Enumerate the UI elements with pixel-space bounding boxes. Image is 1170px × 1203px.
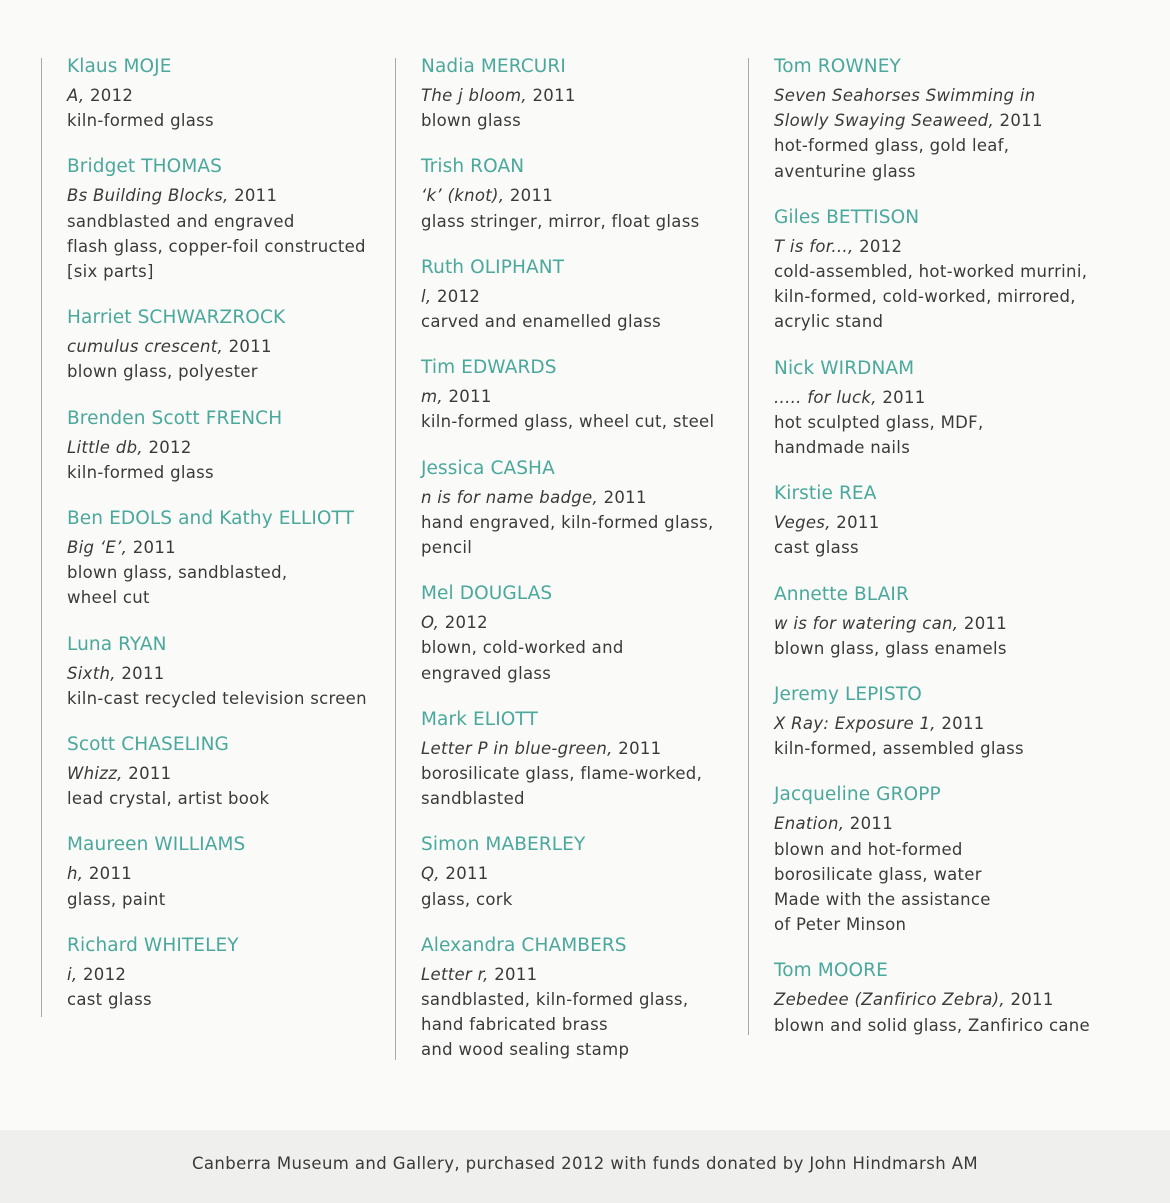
artist-name: Jessica CASHA <box>421 457 555 479</box>
artwork-title-line <box>774 234 1114 259</box>
artist-entry <box>67 54 387 133</box>
artist-entry <box>421 154 741 233</box>
artwork-year: 2011 <box>448 387 492 407</box>
artist-name: Tom MOORE <box>774 960 888 982</box>
artist-entry <box>67 632 387 711</box>
artwork-medium: kiln-formed, assembled glass <box>774 739 1024 759</box>
artwork-title: Big ‘E’, <box>67 538 128 558</box>
artist-name: Alexandra CHAMBERS <box>421 934 627 956</box>
artwork-title: T is for..., <box>774 236 854 256</box>
artwork-title: Zebedee (Zanfirico Zebra), <box>774 990 1005 1010</box>
artwork-title-line <box>774 711 1114 736</box>
artwork-medium: Made with the assistance <box>774 890 991 910</box>
artwork-medium: sandblasted, kiln-formed glass, <box>421 990 689 1010</box>
artwork-title: ..... for luck, <box>774 387 877 407</box>
artwork-medium: kiln-formed glass <box>67 111 214 131</box>
artwork-medium: blown and solid glass, Zanfirico cane <box>774 1015 1091 1035</box>
artwork-medium: [six parts] <box>67 262 154 282</box>
artist-name: Giles BETTISON <box>774 206 920 228</box>
artist-entry <box>421 933 741 1063</box>
artwork-title: Letter P in blue-green, <box>421 738 613 758</box>
artwork-medium: aventurine glass <box>774 161 916 181</box>
artist-name: Trish ROAN <box>421 156 525 178</box>
artist-entry <box>774 54 1114 184</box>
artwork-medium: engraved glass <box>421 663 552 683</box>
artwork-title: Seven Seahorses Swimming in Slowly Swaying Seaweed, <box>774 86 1036 131</box>
artwork-year: 2011 <box>228 337 272 357</box>
artwork-medium: hot sculpted glass, MDF, <box>774 412 984 432</box>
artwork-title-line <box>67 535 387 560</box>
artist-entry <box>67 732 387 811</box>
artwork-year: 2012 <box>859 236 903 256</box>
artwork-title: i, <box>67 964 78 984</box>
artwork-year: 2011 <box>603 487 647 507</box>
artwork-title: Sixth, <box>67 663 116 683</box>
artist-entry <box>774 582 1114 661</box>
artwork-year: 2011 <box>128 764 172 784</box>
artwork-year: 2011 <box>132 538 176 558</box>
artist-entry <box>774 682 1114 761</box>
artist-name: Simon MABERLEY <box>421 834 586 856</box>
artwork-title-line <box>774 611 1114 636</box>
artist-entry <box>67 933 387 1012</box>
artist-column-1 <box>41 58 387 1017</box>
artist-name: Ben EDOLS and Kathy ELLIOTT <box>67 508 355 530</box>
artwork-medium: blown, cold-worked and <box>421 638 624 658</box>
artwork-title-line <box>421 736 741 761</box>
artwork-medium: borosilicate glass, water <box>774 864 982 884</box>
artwork-title-line <box>421 384 741 409</box>
artist-entry <box>421 255 741 334</box>
artist-name: Bridget THOMAS <box>67 156 222 178</box>
artist-entry <box>67 832 387 911</box>
artwork-year: 2011 <box>234 186 278 206</box>
artist-name: Maureen WILLIAMS <box>67 834 246 856</box>
artist-name: Richard WHITELEY <box>67 934 239 956</box>
artwork-year: 2012 <box>436 286 481 306</box>
artwork-title-line <box>421 183 741 208</box>
artwork-medium: blown and hot-formed <box>774 839 963 859</box>
artwork-medium: lead crystal, artist book <box>67 789 270 809</box>
artwork-medium: wheel cut <box>67 588 150 608</box>
artwork-title-line <box>67 661 387 686</box>
artist-name: Nadia MERCURI <box>421 56 566 77</box>
artwork-title-line <box>774 987 1114 1012</box>
artist-entry <box>421 355 741 434</box>
artwork-year: 2011 <box>849 814 893 834</box>
artwork-title-line <box>421 485 741 510</box>
artwork-title: Bs Building Blocks, <box>67 186 229 206</box>
artwork-title-line <box>67 962 387 987</box>
artwork-medium: cast glass <box>774 538 859 558</box>
artwork-medium: glass, paint <box>67 889 166 909</box>
artwork-title-line <box>67 435 387 460</box>
artist-entry <box>774 205 1114 335</box>
artwork-title-line <box>67 83 387 108</box>
artwork-title-line <box>67 761 387 786</box>
artwork-title-line <box>774 510 1114 535</box>
artwork-title: X Ray: Exposure 1, <box>774 714 936 734</box>
artwork-title-line <box>421 284 741 309</box>
artwork-year: 2012 <box>148 437 192 457</box>
artwork-medium: glass, cork <box>421 889 513 909</box>
artwork-medium: of Peter Minson <box>774 915 907 935</box>
artist-name: Tim EDWARDS <box>421 357 557 379</box>
artist-entry <box>67 506 387 611</box>
artist-entry <box>421 707 741 812</box>
footer-band <box>0 1130 1170 1203</box>
artwork-year: 2011 <box>963 613 1008 633</box>
artwork-year: 2012 <box>444 613 488 633</box>
artwork-medium: cast glass <box>67 990 152 1010</box>
artwork-year: 2012 <box>90 86 134 105</box>
artwork-title: n is for name badge, <box>421 487 599 507</box>
artwork-medium: hand engraved, kiln-formed glass, <box>421 512 714 532</box>
artist-entry <box>421 456 741 561</box>
artwork-year: 2011 <box>836 513 880 533</box>
artist-entry <box>421 581 741 686</box>
artwork-title: Letter r, <box>421 964 489 984</box>
artwork-title-line <box>421 610 741 635</box>
artist-column-3 <box>748 58 1114 1035</box>
footer-credit: Canberra Museum and Gallery, purchased 2012 with funds donated by John Hindmarsh AM <box>191 1154 979 1173</box>
artwork-title-line <box>421 861 741 886</box>
artwork-medium: handmade nails <box>774 438 911 458</box>
artwork-year: 2011 <box>509 186 554 206</box>
artwork-year: 2011 <box>1010 990 1054 1010</box>
artwork-title: Little db, <box>67 437 143 457</box>
artwork-title: A, <box>67 86 85 105</box>
artwork-year: 2011 <box>532 86 576 105</box>
artwork-title: h, <box>67 864 84 884</box>
artwork-title: O, <box>421 613 440 633</box>
artwork-medium: kiln-formed glass, wheel cut, steel <box>421 412 715 432</box>
artwork-medium: glass stringer, mirror, float glass <box>421 211 700 231</box>
artist-entry <box>774 958 1114 1037</box>
artwork-title-line <box>67 183 387 208</box>
artwork-title: Veges, <box>774 513 831 533</box>
artwork-title: ‘k’ (knot), <box>421 186 505 206</box>
artist-name: Nick WIRDNAM <box>774 357 915 379</box>
artwork-medium: pencil <box>421 538 473 558</box>
artist-name: Tom ROWNEY <box>774 56 901 77</box>
artwork-title: w is for watering can, <box>774 613 959 633</box>
artist-name: Klaus MOJE <box>67 56 172 77</box>
artwork-medium: borosilicate glass, flame-worked, <box>421 764 703 784</box>
artwork-year: 2011 <box>445 864 489 884</box>
artwork-medium: blown glass, sandblasted, <box>67 563 288 583</box>
artist-name: Harriet SCHWARZROCK <box>67 307 286 329</box>
artwork-title: Q, <box>421 864 440 884</box>
artwork-medium: kiln-cast recycled television screen <box>67 688 367 708</box>
artist-name: Jacqueline GROPP <box>774 784 941 806</box>
artist-column-2 <box>395 58 741 1060</box>
artwork-medium: sandblasted <box>421 789 525 809</box>
artwork-year: 2011 <box>88 864 133 884</box>
artwork-year: 2011 <box>882 387 926 407</box>
artwork-title-line <box>774 811 1114 836</box>
artwork-year: 2011 <box>121 663 165 683</box>
artwork-medium: blown glass, glass enamels <box>774 638 1007 658</box>
artwork-title-line <box>774 83 1114 133</box>
artwork-year: 2011 <box>999 111 1043 131</box>
artwork-medium: kiln-formed glass <box>67 462 214 482</box>
artwork-title-line <box>421 83 741 108</box>
artwork-title: Whizz, <box>67 764 123 784</box>
artist-name: Luna RYAN <box>67 633 167 655</box>
artwork-medium: hand fabricated brass <box>421 1015 608 1035</box>
artwork-year: 2011 <box>494 964 538 984</box>
artist-entry <box>67 154 387 284</box>
artwork-title: The j bloom, <box>421 86 527 105</box>
artist-entry <box>774 782 1114 937</box>
artwork-title-line <box>421 962 741 987</box>
artwork-medium: kiln-formed, cold-worked, mirrored, <box>774 287 1076 307</box>
artist-name: Scott CHASELING <box>67 734 229 756</box>
artwork-year: 2012 <box>82 964 127 984</box>
artist-entry <box>67 406 387 485</box>
artist-entry <box>421 832 741 911</box>
artist-name: Jeremy LEPISTO <box>774 684 922 706</box>
artist-entry <box>774 356 1114 461</box>
artwork-medium: blown glass <box>421 111 522 131</box>
artist-entry <box>421 54 741 133</box>
artwork-medium: sandblasted and engraved <box>67 211 295 231</box>
artwork-medium: flash glass, copper-foil constructed <box>67 236 366 256</box>
artist-entry <box>67 305 387 384</box>
artwork-title: m, <box>421 387 443 407</box>
artwork-title-line <box>774 385 1114 410</box>
artwork-title: l, <box>421 286 432 306</box>
artwork-year: 2011 <box>618 738 662 758</box>
artwork-medium: and wood sealing stamp <box>421 1040 630 1060</box>
artwork-medium: cold-assembled, hot-worked murrini, <box>774 262 1088 282</box>
artwork-medium: hot-formed glass, gold leaf, <box>774 136 1010 156</box>
artist-name: Ruth OLIPHANT <box>421 256 565 278</box>
artist-entry <box>774 481 1114 560</box>
artwork-title: cumulus crescent, <box>67 337 224 357</box>
artwork-medium: acrylic stand <box>774 312 884 332</box>
artist-name: Kirstie REA <box>774 483 877 505</box>
artist-name: Brenden Scott FRENCH <box>67 407 283 429</box>
artwork-title: Enation, <box>774 814 845 834</box>
artist-name: Annette BLAIR <box>774 583 909 605</box>
artist-name: Mel DOUGLAS <box>421 583 553 605</box>
artwork-year: 2011 <box>941 714 985 734</box>
artwork-medium: blown glass, polyester <box>67 362 258 382</box>
artwork-title-line <box>67 861 387 886</box>
artwork-title-line <box>67 334 387 359</box>
artist-name: Mark ELIOTT <box>421 708 538 730</box>
artwork-medium: carved and enamelled glass <box>421 312 662 332</box>
